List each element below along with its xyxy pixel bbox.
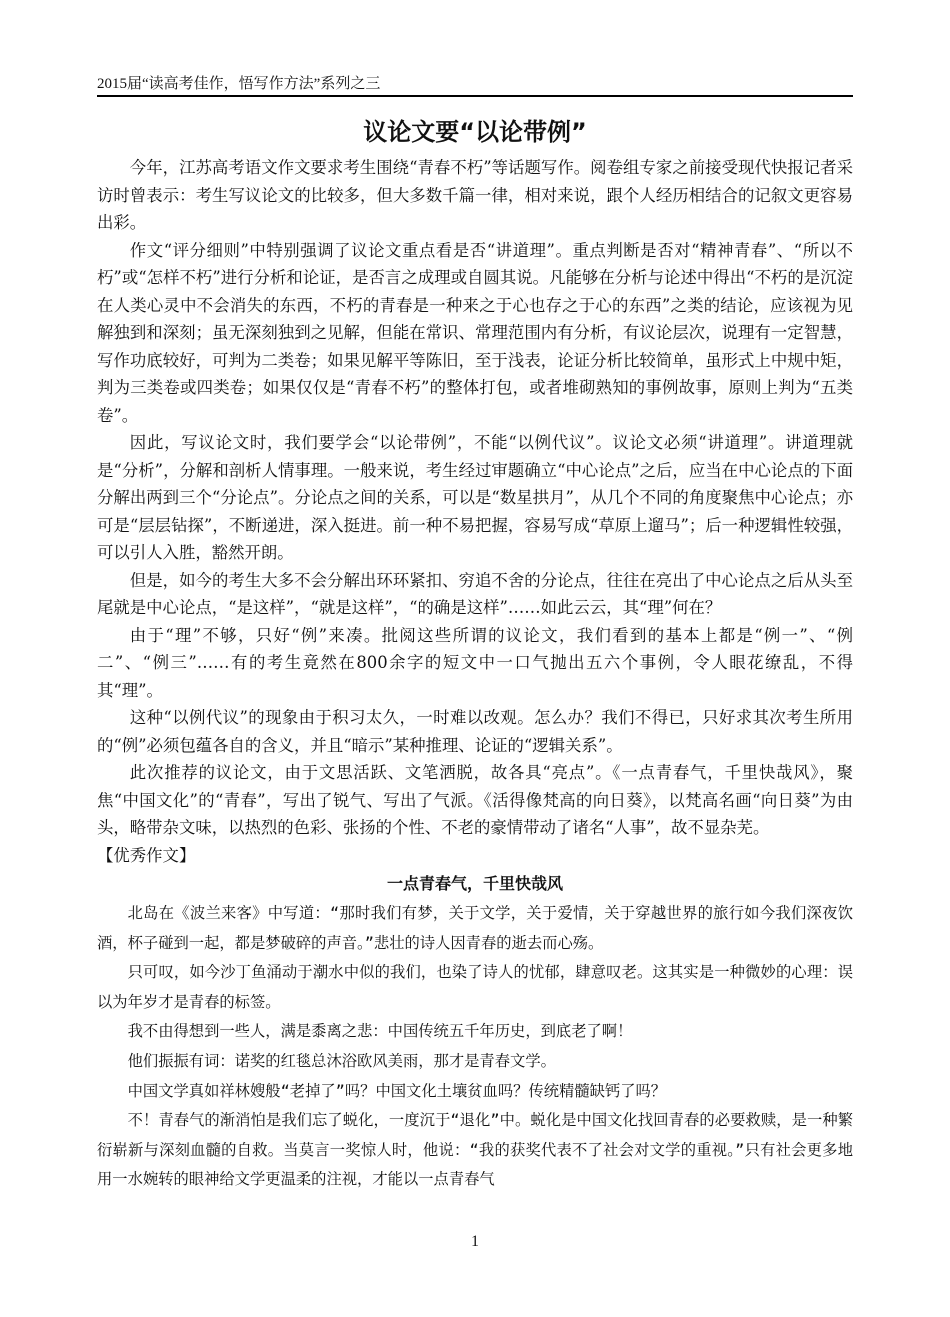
page-number: 1 <box>471 1233 479 1250</box>
essay-paragraph: 只可叹，如今沙丁鱼涌动于潮水中似的我们，也染了诗人的忧郁，肆意叹老。这其实是一种微妙的心理：误以为年岁才是青春的标签。 <box>97 963 853 1011</box>
essay-title: 一点青春气，千里快哉风 <box>386 874 563 893</box>
paragraph: 作文“评分细则”中特别强调了议论文重点看是否“讲道理”。重点判断是否对“精神青春”、“所以不朽”或“怎样不朽”进行分析和论证，是否言之成理或自圆其说。凡能够在分析与论述中得出“不朽的是沉淀在人类心灵中不会消失的东西，不朽的青春是一种来之于心也存之于心的东西”之类的结论，应该视为见解独到和深刻；虽无深刻独到之见解，但能在常识、常理范围内有分析，有议论层次，说理有一定智慧，写作功底较好，可判为二类卷；如果见解平等陈旧，至于浅表，论证分析比较简单，虽形式上中规中矩，判为三类卷或四类卷；如果仅仅是“青春不朽”的整体打包，或者堆砌熟知的事例故事，原则上判为“五类卷”。 <box>97 240 853 425</box>
paragraph: 此次推荐的议论文，由于文思活跃、文笔洒脱，故各具“亮点”。《一点青春气，千里快哉风》，聚焦“中国文化”的“青春”，写出了锐气、写出了气派。《活得像梵高的向日葵》，以梵高名画“向日葵”为由头，略带杂文味，以热烈的色彩、张扬的个性、不老的豪情带动了诸名“人事”，故不显杂芜。 <box>97 763 853 837</box>
paragraph: 这种“以例代议”的现象由于积习太久，一时难以改观。怎么办？我们不得已，只好求其次考生所用的“例”必须包蕴各自的含义，并且“暗示”某种推理、论证的“逻辑关系”。 <box>97 708 853 755</box>
paragraph: 由于“理”不够，只好“例”来凑。批阅这些所谓的议论文，我们看到的基本上都是“例一”、“例二”、“例三”……有的考生竟然在800余字的短文中一口气抛出五六个事例，令人眼花缭乱，不得其“理”。 <box>97 625 853 700</box>
article-body <box>97 154 853 1195</box>
essay-paragraph: 不！青春气的渐消怕是我们忘了蜕化，一度沉于“退化”中。蜕化是中国文化找回青春的必要救赎，是一种繁衍崭新与深刻血髓的自救。当莫言一奖惊人时，他说：“我的获奖代表不了社会对文学的重视。”只有社会更多地用一水婉转的眼神给文学更温柔的注视，才能以一点青春气 <box>97 1111 853 1189</box>
essay-paragraph: 他们振振有词：诺奖的红毯总沐浴欧风美雨，那才是青春文学。 <box>127 1051 556 1070</box>
essay-paragraph: 中国文学真如祥林嫂般“老掉了”吗？中国文化土壤贫血吗？传统精髓缺钙了吗？ <box>127 1081 667 1100</box>
essay-paragraph: 北岛在《波兰来客》中写道：“那时我们有梦，关于文学，关于爱情，关于穿越世界的旅行如今我们深夜饮酒，杯子碰到一起，都是梦破碎的声音。”悲壮的诗人因青春的逝去而心殇。 <box>97 904 853 952</box>
paragraph: 因此，写议论文时，我们要学会“以论带例”，不能“以例代议”。议论文必须“讲道理”。讲道理就是“分析”，分解和剖析人情事理。一般来说，考生经过审题确立“中心论点”之后，应当在中心论点的下面分解出两到三个“分论点”。分论点之间的关系，可以是“数星拱月”，从几个不同的角度聚焦中心论点；亦可是“层层钻探”，不断递进，深入挺进。前一种不易把握，容易写成“草原上遛马”；后一种逻辑性较强，可以引人入胜，豁然开朗。 <box>97 433 853 562</box>
article-title: 议论文要“以论带例” <box>363 118 587 146</box>
section-label: 【优秀作文】 <box>97 845 196 865</box>
paragraph: 今年，江苏高考语文作文要求考生围绕“青春不朽”等话题写作。阅卷组专家之前接受现代快报记者采访时曾表示：考生写议论文的比较多，但大多数千篇一律，相对来说，跟个人经历相结合的记叙文更容易出彩。 <box>97 158 853 232</box>
essay-body <box>97 899 853 1195</box>
essay-paragraph: 我不由得想到一些人，满是黍离之悲：中国传统五千年历史，到底老了啊！ <box>127 1022 633 1041</box>
paragraph: 但是，如今的考生大多不会分解出环环紧扣、穷追不舍的分论点，往往在亮出了中心论点之后从头至尾就是中心论点，“是这样”，“就是这样”，“的确是这样”……如此云云，其“理”何在？ <box>97 570 853 617</box>
running-header: 2015届“读高考佳作，悟写作方法”系列之三 <box>97 74 853 97</box>
